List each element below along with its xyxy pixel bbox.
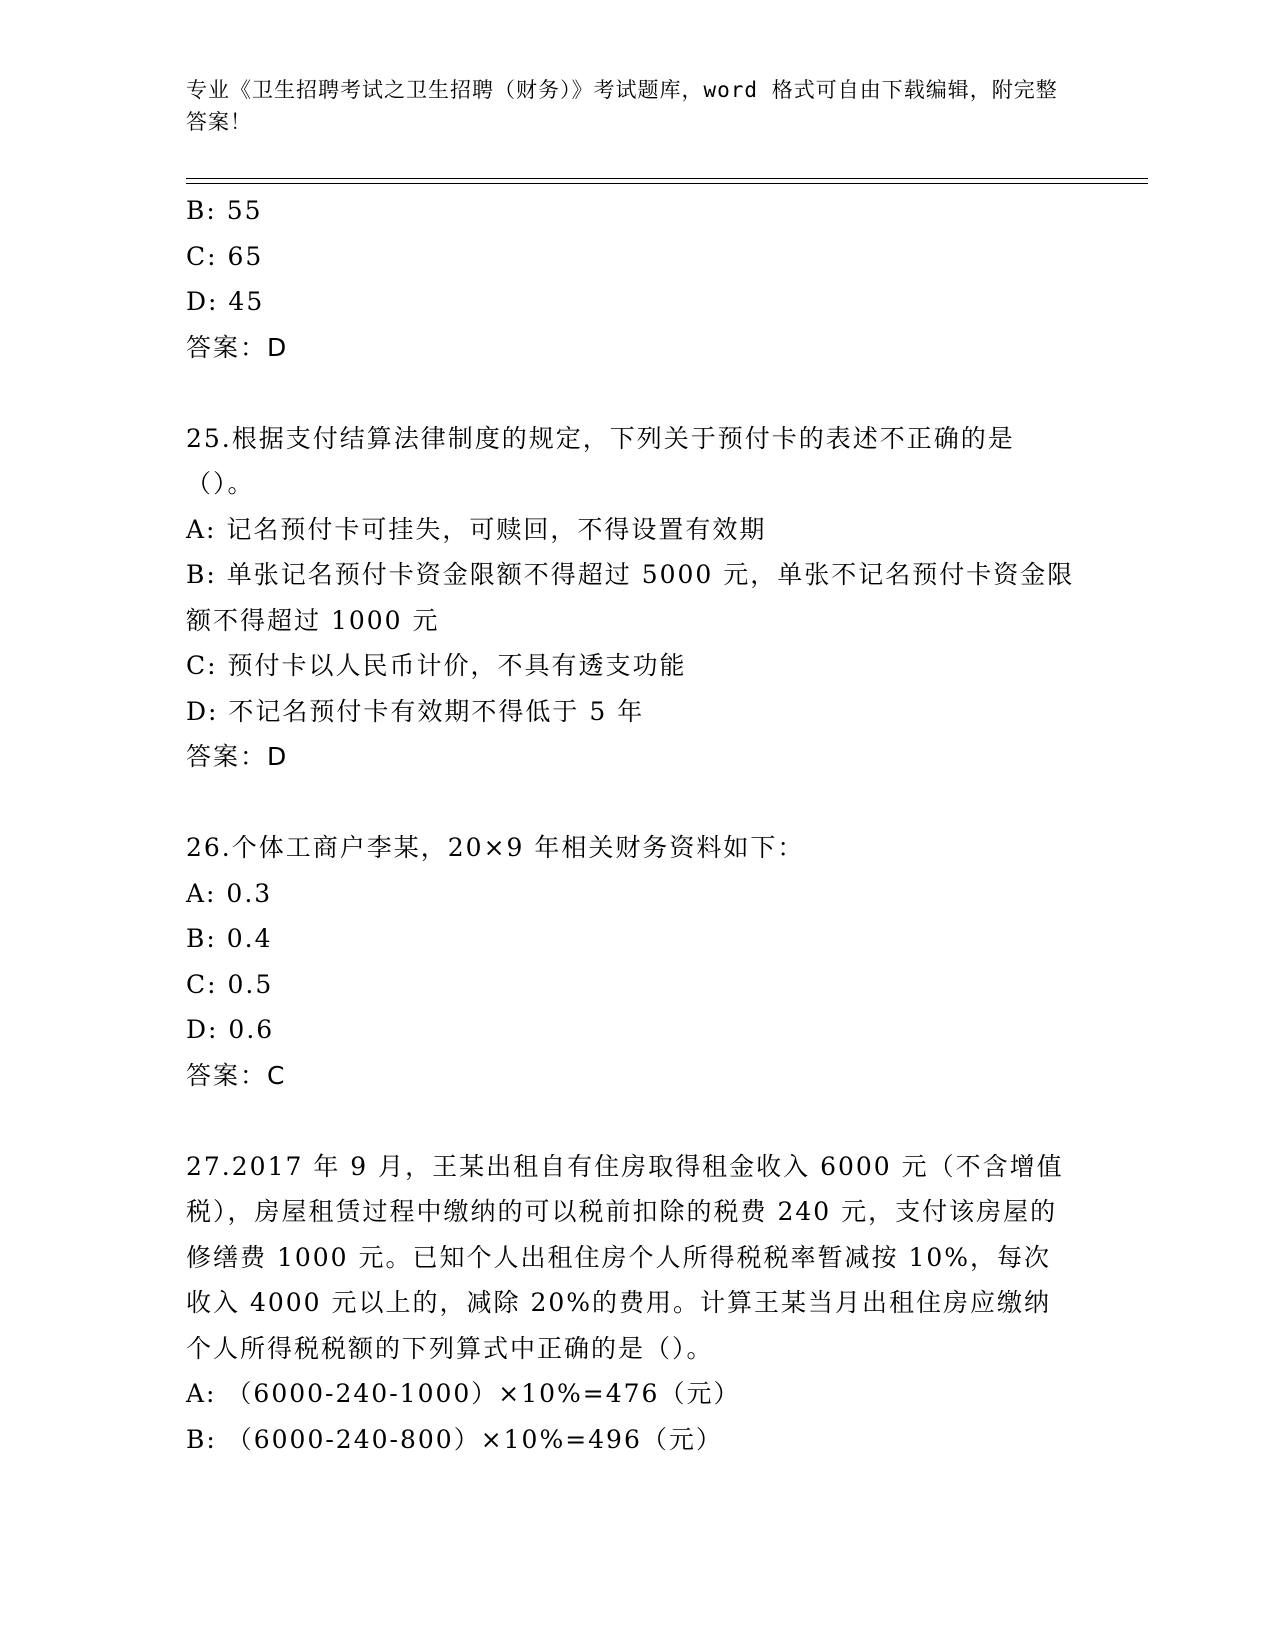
spacer — [186, 370, 1076, 416]
option-a: A: 0.3 — [186, 878, 273, 908]
option-a: A: 记名预付卡可挂失，可赎回，不得设置有效期 — [186, 514, 767, 544]
question-25-stem: 25.根据支付结算法律制度的规定，下列关于预付卡的表述不正确的是（）。 — [186, 423, 1015, 498]
spacer — [186, 780, 1076, 826]
option-d: D: 45 — [186, 287, 265, 316]
answer-line: 答案：C — [186, 1060, 287, 1090]
spacer — [186, 1098, 1076, 1144]
option-d: D: 不记名预付卡有效期不得低于 5 年 — [186, 696, 645, 726]
option-d: D: 0.6 — [186, 1015, 275, 1044]
answer-line: 答案：D — [186, 742, 289, 771]
option-b: B: （6000-240-800）×10%=496（元） — [186, 1424, 723, 1454]
option-a: A: （6000-240-1000）×10%=476（元） — [186, 1379, 741, 1408]
option-b: B: 0.4 — [186, 924, 273, 953]
option-c: C: 65 — [186, 241, 264, 271]
option-b: B: 55 — [186, 196, 263, 225]
page-header: 专业《卫生招聘考试之卫生招聘（财务）》考试题库，word 格式可自由下载编辑，附完整答案！ — [186, 78, 1058, 134]
option-b: B: 单张记名预付卡资金限额不得超过 5000 元，单张不记名预付卡资金限额不得超过 1000 元 — [186, 560, 1075, 635]
header-divider — [186, 183, 1148, 184]
header-divider — [186, 178, 1148, 179]
document-body — [186, 188, 1076, 1462]
question-26-stem: 26.个体工商户李某，20×9 年相关财务资料如下： — [186, 833, 805, 862]
option-c: C: 预付卡以人民币计价，不具有透支功能 — [186, 651, 687, 680]
answer-line: 答案：D — [186, 332, 289, 362]
option-c: C: 0.5 — [186, 969, 274, 999]
question-27-stem: 27.2017 年 9 月，王某出租自有住房取得租金收入 6000 元（不含增值税），房屋租赁过程中缴纳的可以税前扣除的税费 240 元，支付该房屋的修缮费 1000 元。已知个人出租住房个人所得税税率暂减按 10%，每次收入 4000 元以上的，减除 20%的费用。计算王某当月出租住房应缴纳个人所得税税额的下列算式中正确的是（）。 — [186, 1151, 1064, 1363]
